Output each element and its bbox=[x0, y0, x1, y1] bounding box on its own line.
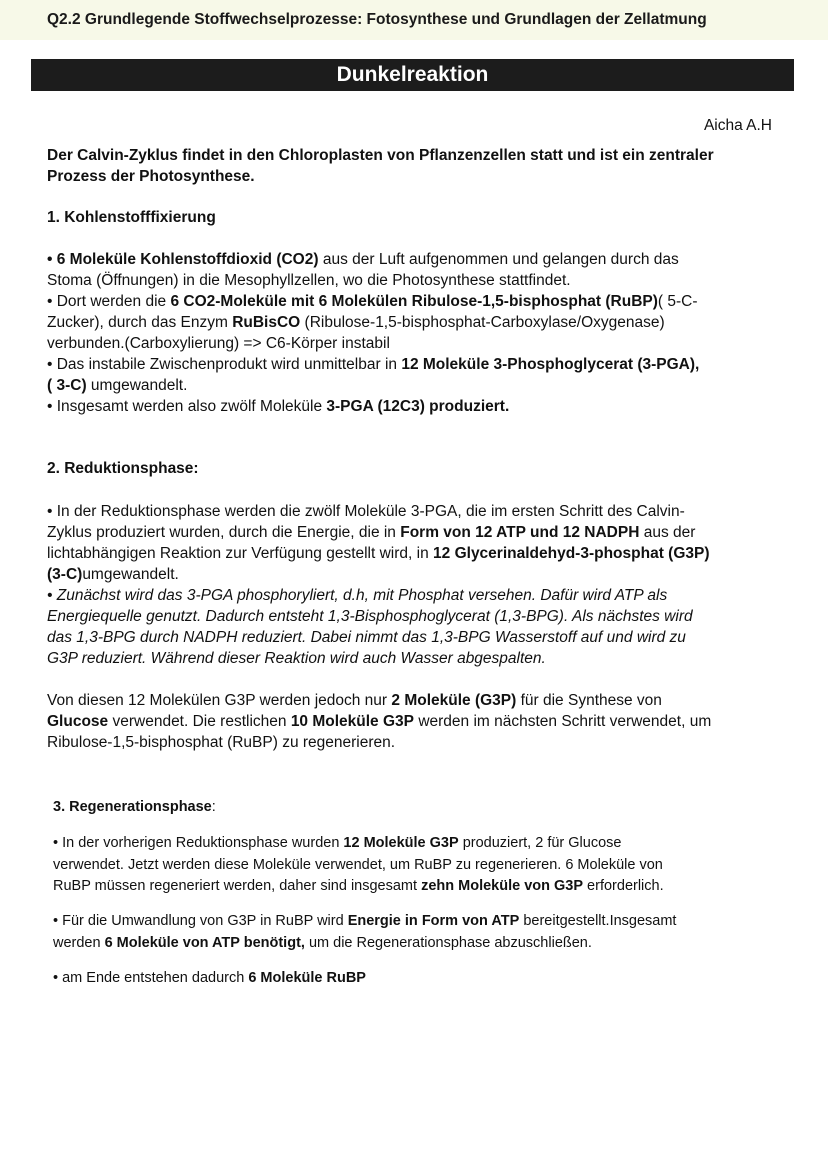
text: • am Ende entstehen dadurch bbox=[53, 970, 249, 986]
italic-line: das 1,3-BPG durch NADPH reduziert. Dabei nimmt das 1,3-BPG Wasserstoff auf und wird zu bbox=[47, 629, 686, 646]
text-line bbox=[47, 354, 699, 375]
bold-text: RuBisCO bbox=[232, 314, 301, 331]
italic-line: • Zunächst wird das 3-PGA phosphoryliert, d.h, mit Phosphat versehen. Dafür wird ATP als bbox=[47, 587, 668, 604]
text-line bbox=[47, 375, 699, 396]
text: erforderlich. bbox=[583, 878, 664, 894]
bold-text: 2 Moleküle (G3P) bbox=[391, 692, 517, 709]
text: • In der vorherigen Reduktionsphase wurden bbox=[53, 835, 344, 851]
text: werden bbox=[53, 934, 105, 951]
text: • Dort werden die bbox=[47, 293, 171, 310]
text-line bbox=[47, 312, 699, 333]
bold-text: 6 Moleküle RuBP bbox=[248, 970, 366, 986]
intro-paragraph bbox=[47, 145, 714, 187]
text-line bbox=[53, 968, 366, 990]
text: für die Synthese von bbox=[516, 692, 662, 709]
text-line: verwendet. Jetzt werden diese Moleküle verwendet, um RuBP zu regenerieren. 6 Moleküle von bbox=[53, 856, 663, 873]
bold-text: 3. Regenerationsphase bbox=[53, 799, 212, 815]
section-3-body-3 bbox=[53, 968, 366, 990]
bold-text: Form von 12 ATP und 12 NADPH bbox=[400, 524, 640, 541]
text: ( 5-C- bbox=[657, 293, 698, 310]
text: • Insgesamt werden also zwölf Moleküle bbox=[47, 398, 327, 415]
bold-text: 10 Moleküle G3P bbox=[290, 713, 415, 730]
italic-line: Energiequelle genutzt. Dadurch entsteht 1,3-Bisphosphoglycerat (1,3-BPG). Als nächstes wird bbox=[47, 608, 693, 625]
bold-text: 12 Moleküle 3-Phosphoglycerat (3-PGA), bbox=[401, 356, 700, 373]
text-line bbox=[47, 690, 711, 711]
text-line: Ribulose-1,5-bisphosphat (RuBP) zu regenerieren. bbox=[47, 734, 396, 751]
text: werden im nächsten Schritt verwendet, um bbox=[414, 713, 712, 730]
text: umgewandelt. bbox=[86, 377, 188, 394]
bold-text: Energie in Form von ATP bbox=[347, 913, 520, 929]
text: aus der Luft aufgenommen und gelangen durch das bbox=[318, 251, 679, 268]
text: um die Regenerationsphase abzuschließen. bbox=[304, 934, 592, 951]
section-3-heading bbox=[53, 797, 216, 819]
section-banner: Dunkelreaktion bbox=[31, 59, 794, 91]
header-bar bbox=[0, 0, 828, 40]
section-3-body-2 bbox=[53, 911, 676, 954]
bold-text: • 6 Moleküle Kohlenstoffdioxid (CO2) bbox=[47, 251, 319, 268]
text: produziert, 2 für Glucose bbox=[458, 835, 622, 851]
section-2-heading: 2. Reduktionsphase: bbox=[47, 460, 199, 477]
intro-line: Der Calvin-Zyklus findet in den Chloroplasten von Pflanzenzellen statt und ist ein zentraler bbox=[47, 147, 714, 164]
bold-text: ( 3-C) bbox=[47, 377, 87, 394]
text: bereitgestellt.Insgesamt bbox=[519, 913, 677, 929]
section-1-heading: 1. Kohlenstofffixierung bbox=[47, 209, 216, 226]
text: Von diesen 12 Molekülen G3P werden jedoch nur bbox=[47, 692, 392, 709]
text-line: Stoma (Öffnungen) in die Mesophyllzellen, wo die Photosynthese stattfindet. bbox=[47, 272, 571, 289]
text: umgewandelt. bbox=[82, 566, 179, 583]
section-2-body bbox=[47, 501, 710, 669]
text-line bbox=[47, 291, 699, 312]
text-line: verbunden.(Carboxylierung) => C6-Körper instabil bbox=[47, 335, 390, 352]
text: Zyklus produziert wurden, durch die Energie, die in bbox=[47, 524, 401, 541]
text-line: • In der Reduktionsphase werden die zwölf Moleküle 3-PGA, die im ersten Schritt des Calvin- bbox=[47, 503, 685, 520]
text-line bbox=[47, 543, 710, 564]
bold-text: (3-C) bbox=[47, 566, 83, 583]
header-title: Q2.2 Grundlegende Stoffwechselprozesse: Fotosynthese und Grundlagen der Zellatmung bbox=[47, 11, 707, 28]
text-line bbox=[53, 933, 676, 955]
bold-text: 12 Moleküle G3P bbox=[343, 835, 459, 851]
text: : bbox=[211, 799, 216, 815]
bold-text: zehn Moleküle von G3P bbox=[421, 878, 584, 894]
text: verwendet. Die restlichen bbox=[108, 713, 291, 730]
text: lichtabhängigen Reaktion zur Verfügung gestellt wird, in bbox=[47, 545, 434, 562]
section-2-paragraph bbox=[47, 690, 711, 753]
text-line bbox=[53, 833, 664, 855]
text-line bbox=[47, 711, 711, 732]
bold-text: 6 Moleküle von ATP benötigt, bbox=[104, 934, 305, 951]
text-line bbox=[47, 522, 710, 543]
text-line bbox=[47, 396, 699, 417]
bold-text: 12 Glycerinaldehyd-3-phosphat (G3P) bbox=[433, 545, 710, 562]
text: RuBP müssen regeneriert werden, daher sind insgesamt bbox=[53, 878, 422, 894]
text-line bbox=[47, 249, 699, 270]
text-line bbox=[47, 564, 710, 585]
section-3-body bbox=[53, 833, 664, 898]
italic-line: G3P reduziert. Während dieser Reaktion wird auch Wasser abgespalten. bbox=[47, 650, 546, 667]
text: • Für die Umwandlung von G3P in RuBP wird bbox=[53, 913, 348, 929]
text-line bbox=[53, 876, 664, 898]
text: aus der bbox=[639, 524, 696, 541]
text: (Ribulose-1,5-bisphosphat-Carboxylase/Oxygenase) bbox=[300, 314, 665, 331]
section-1-body bbox=[47, 249, 699, 417]
intro-line: Prozess der Photosynthese. bbox=[47, 168, 255, 185]
text-line bbox=[53, 911, 676, 933]
text: • Das instabile Zwischenprodukt wird unmittelbar in bbox=[47, 356, 402, 373]
author-name: Aicha A.H bbox=[703, 117, 772, 134]
bold-text: 3-PGA (12C3) produziert. bbox=[326, 398, 510, 415]
bold-text: 6 CO2-Moleküle mit 6 Molekülen Ribulose-1,5-bisphosphat (RuBP) bbox=[170, 293, 658, 310]
bold-text: Glucose bbox=[47, 713, 109, 730]
text: Zucker), durch das Enzym bbox=[47, 314, 233, 331]
